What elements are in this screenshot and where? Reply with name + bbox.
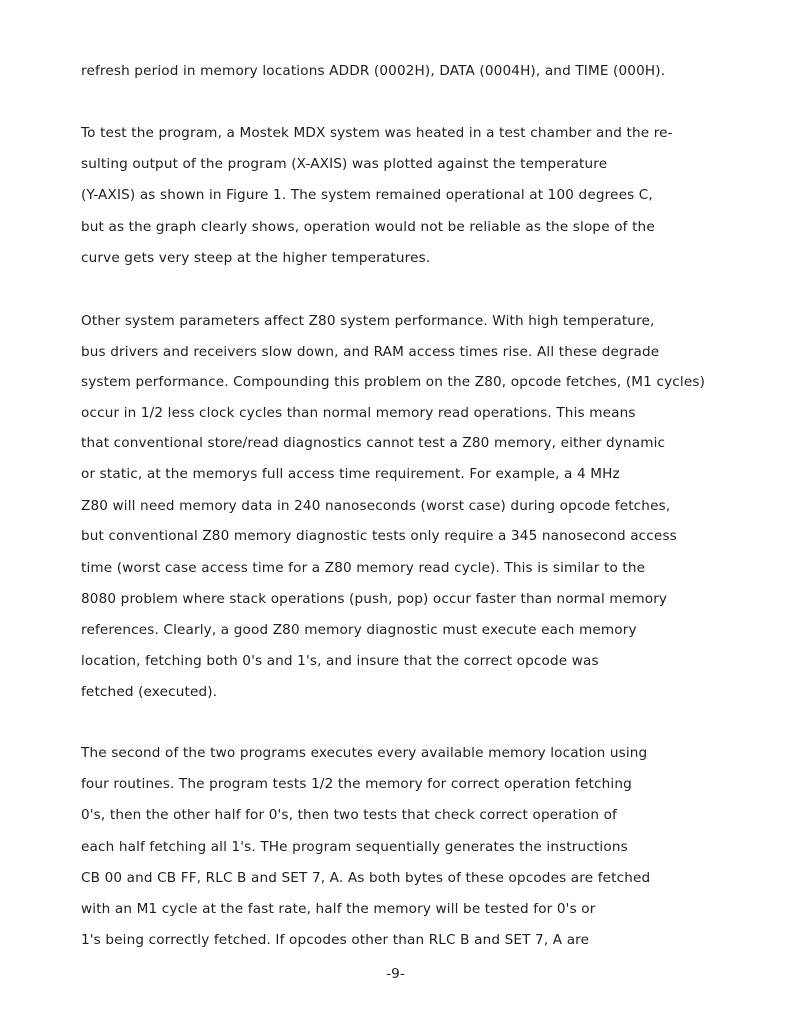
text-line: refresh period in memory locations ADDR (0002H), DATA (0004H), and TIME (000H). [81, 63, 666, 79]
text-line: four routines. The program tests 1/2 the memory for correct operation fetching [81, 776, 632, 792]
text-line: location, fetching both 0's and 1's, and insure that the correct opcode was [81, 653, 599, 669]
text-line: references. Clearly, a good Z80 memory diagnostic must execute each memory [81, 622, 637, 638]
text-line: (Y-AXIS) as shown in Figure 1. The system remained operational at 100 degrees C, [81, 187, 653, 203]
text-line: time (worst case access time for a Z80 memory read cycle). This is similar to the [81, 560, 646, 576]
text-line: occur in 1/2 less clock cycles than normal memory read operations. This means [81, 405, 636, 421]
text-line: or static, at the memorys full access time requirement. For example, a 4 MHz [81, 466, 620, 482]
text-line: The second of the two programs executes every available memory location using [81, 745, 648, 761]
text-line: Other system parameters affect Z80 system performance. With high temperature, [81, 313, 655, 329]
text-line: 0's, then the other half for 0's, then two tests that check correct operation of [81, 807, 617, 823]
text-line: CB 00 and CB FF, RLC B and SET 7, A. As both bytes of these opcodes are fetched [81, 870, 651, 886]
text-line: but as the graph clearly shows, operation would not be reliable as the slope of the [81, 219, 655, 235]
text-line: fetched (executed). [81, 684, 218, 700]
text-line: with an M1 cycle at the fast rate, half the memory will be tested for 0's or [81, 901, 596, 917]
text-line: sulting output of the program (X-AXIS) was plotted against the temperature [81, 156, 608, 172]
text-line: each half fetching all 1's. THe program sequentially generates the instructions [81, 839, 628, 855]
text-line: To test the program, a Mostek MDX system was heated in a test chamber and the re- [81, 125, 673, 141]
page-number: -9- [386, 966, 405, 982]
text-line: 1's being correctly fetched. If opcodes other than RLC B and SET 7, A are [81, 932, 590, 948]
text-line: bus drivers and receivers slow down, and RAM access times rise. All these degrade [81, 344, 660, 360]
text-line: but conventional Z80 memory diagnostic tests only require a 345 nanosecond access [81, 528, 677, 544]
text-line: that conventional store/read diagnostics cannot test a Z80 memory, either dynamic [81, 435, 666, 451]
text-line: system performance. Compounding this problem on the Z80, opcode fetches, (M1 cycles) [81, 374, 706, 390]
text-line: Z80 will need memory data in 240 nanoseconds (worst case) during opcode fetches, [81, 498, 671, 514]
text-line: curve gets very steep at the higher temperatures. [81, 250, 431, 266]
text-line: 8080 problem where stack operations (push, pop) occur faster than normal memory [81, 591, 668, 607]
